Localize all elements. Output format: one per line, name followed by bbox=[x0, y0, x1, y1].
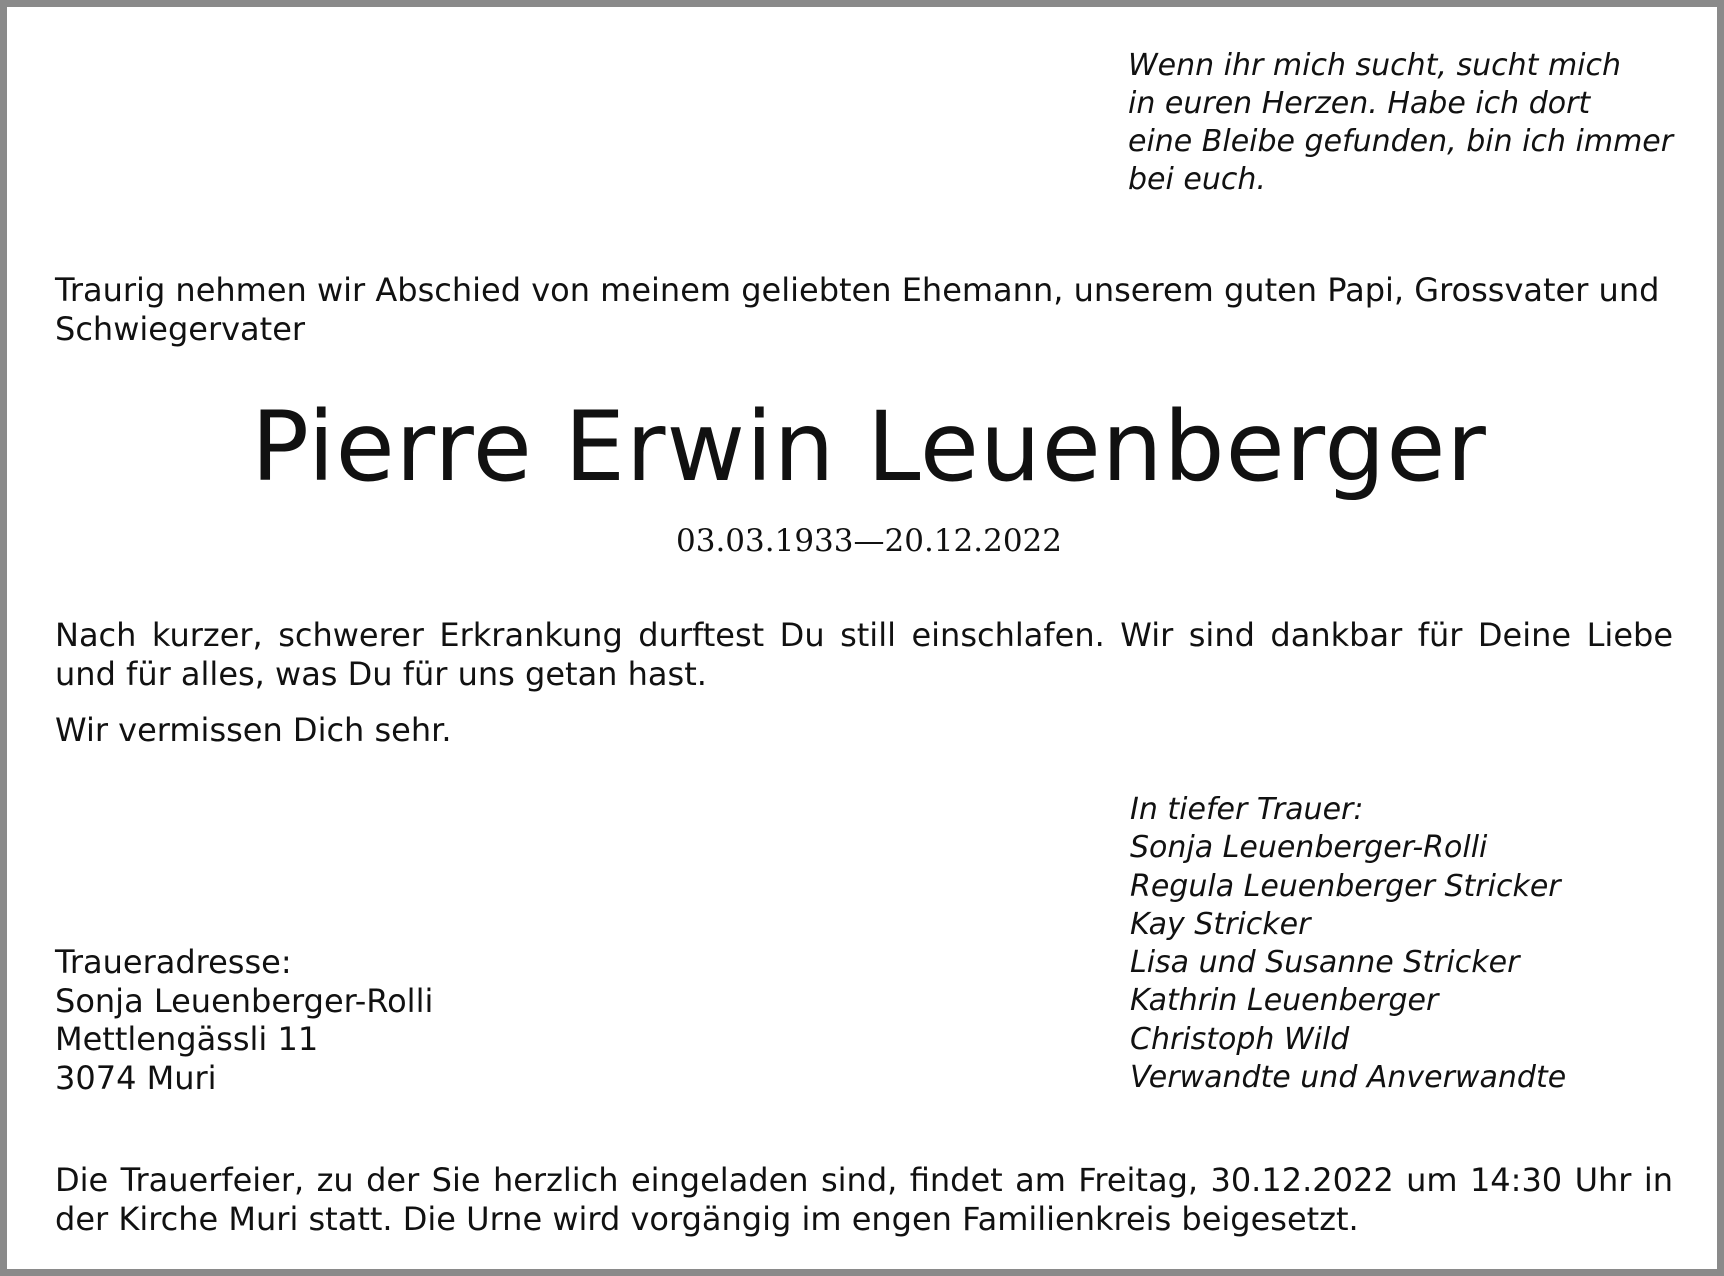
intro-line: Schwiegervater bbox=[55, 310, 306, 348]
mourner-name: Kathrin Leuenberger bbox=[1130, 983, 1439, 1019]
mourners-list bbox=[1130, 791, 1566, 1097]
address-line: Sonja Leuenberger-Rolli bbox=[55, 981, 434, 1020]
ceremony-line: der Kirche Muri statt. Die Urne wird vorgängig im engen Familienkreis beigesetzt. bbox=[55, 1200, 1359, 1238]
message-line: und für alles, was Du für uns getan hast. bbox=[55, 655, 707, 693]
intro-text bbox=[55, 271, 1673, 349]
ceremony-info bbox=[55, 1161, 1673, 1239]
mourning-address bbox=[55, 943, 433, 1097]
quote-line: bei euch. bbox=[1128, 162, 1266, 197]
mourner-name: Kay Stricker bbox=[1130, 906, 1311, 942]
memorial-quote bbox=[1128, 47, 1673, 199]
quote-line: Wenn ihr mich sucht, sucht mich bbox=[1128, 48, 1622, 83]
mourners-heading: In tiefer Trauer: bbox=[1130, 792, 1364, 827]
address-heading: Traueradresse: bbox=[55, 943, 292, 981]
deceased-name: Pierre Erwin Leuenberger bbox=[251, 391, 1487, 503]
intro-line: Traurig nehmen wir Abschied von meinem geliebten Ehemann, unserem guten Papi, Grossvater und bbox=[55, 271, 1660, 309]
mourner-name: Regula Leuenberger Stricker bbox=[1130, 868, 1561, 904]
life-dates: 03.03.1933—20.12.2022 bbox=[676, 523, 1062, 559]
message-closing: Wir vermissen Dich sehr. bbox=[55, 711, 452, 749]
quote-line: in euren Herzen. Habe ich dort bbox=[1128, 86, 1591, 121]
address-line: Mettlengässli 11 bbox=[55, 1020, 319, 1058]
message-line: Nach kurzer, schwerer Erkrankung durftest Du still einschlafen. Wir sind dankbar für Deine Liebe bbox=[55, 616, 1673, 654]
mourner-name: Christoph Wild bbox=[1130, 1021, 1350, 1057]
quote-line: eine Bleibe gefunden, bin ich immer bbox=[1128, 124, 1674, 159]
mourner-name: Lisa und Susanne Stricker bbox=[1130, 945, 1520, 981]
ceremony-line: Die Trauerfeier, zu der Sie herzlich eingeladen sind, findet am Freitag, 30.12.2022 um 14:30 Uhr in bbox=[55, 1161, 1673, 1199]
message-paragraph bbox=[55, 616, 1673, 694]
address-line: 3074 Muri bbox=[55, 1058, 217, 1097]
mourner-name: Verwandte und Anverwandte bbox=[1130, 1060, 1567, 1096]
mourner-name: Sonja Leuenberger-Rolli bbox=[1130, 830, 1488, 866]
